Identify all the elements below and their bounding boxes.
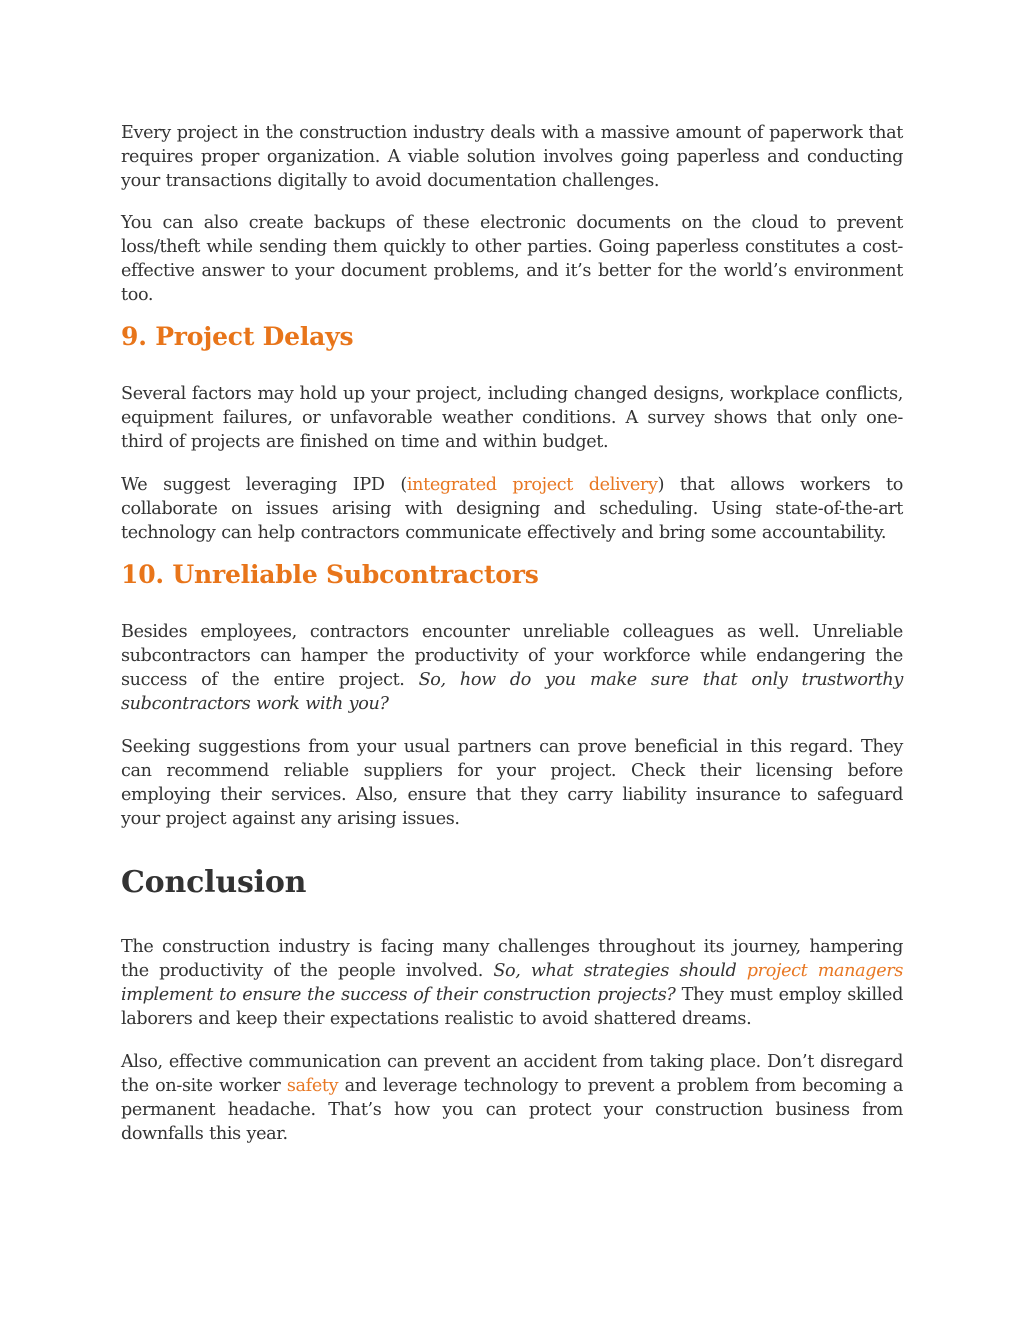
paragraph-conclusion-question-end: implement to ensure the success of their construction projects? — [121, 985, 676, 1005]
document-page — [121, 121, 903, 1146]
paragraph-delay-factors: Several factors may hold up your project, including changed designs, workplace conflicts, equipment failures, or unfavorable weather conditions. A survey shows that only one-third of projects are finished on time and within budget. — [121, 384, 903, 452]
paragraph-subcontractors — [121, 620, 903, 716]
project-managers-link[interactable] — [747, 961, 903, 981]
paragraph-subcontractors-text: Besides employees, contractors encounter unreliable colleagues as well. Unreliable subcontractors can hamper the productivity of your workforce while endangering the success of the entire project. — [121, 622, 903, 690]
paragraph-conclusion-communication — [121, 1050, 903, 1146]
heading-conclusion: Conclusion — [121, 865, 307, 900]
paragraph-conclusion-question-start: So, what strategies should — [493, 961, 747, 981]
project-managers-link-text: project managers — [746, 961, 904, 981]
paragraph-conclusion-challenges — [121, 935, 903, 1031]
paragraph-ipd — [121, 473, 903, 545]
paragraph-ipd-text-after: ) that allows workers to collaborate on issues arising with designing and scheduling. Using state-of-the-art technology can help contractors communicate effectively and bring some accountability. — [121, 475, 903, 543]
paragraph-suggestions: Seeking suggestions from your usual partners can prove beneficial in this regard. They can recommend reliable suppliers for your project. Check their licensing before employing their services. Also, ensure that they carry liability insurance to safeguard your project against any arising issues. — [121, 737, 903, 829]
paragraph-ipd-text-before: We suggest leveraging IPD ( — [121, 475, 407, 495]
safety-link[interactable]: safety — [286, 1076, 339, 1096]
paragraph-communication-text-before: Also, effective communication can prevent an accident from taking place. Don’t disregard the on-site worker — [121, 1052, 903, 1096]
paragraph-conclusion-text: The construction industry is facing many challenges throughout its journey, hampering the productivity of the people involved. — [121, 937, 903, 981]
paragraph-cloud-backups: You can also create backups of these electronic documents on the cloud to prevent loss/theft while sending them quickly to other parties. Going paperless constitutes a cost-effective answer to your document problems, and it’s better for the world’s environment too. — [121, 213, 903, 305]
paragraph-paperwork: Every project in the construction industry deals with a massive amount of paperwork that requires proper organization. A viable solution involves going paperless and conducting your transactions digitally to avoid documentation challenges. — [121, 123, 903, 191]
heading-unreliable-subcontractors: 10. Unreliable Subcontractors — [121, 560, 539, 589]
integrated-project-delivery-link[interactable]: integrated project delivery — [406, 475, 658, 495]
heading-project-delays: 9. Project Delays — [121, 322, 354, 351]
paragraph-subcontractors-question: So, how do you make sure that only trustworthy subcontractors work with you? — [121, 670, 903, 714]
paragraph-communication-text-after: and leverage technology to prevent a problem from becoming a permanent headache. That’s how you can protect your construction business from downfalls this year. — [121, 1076, 903, 1144]
paragraph-conclusion-text-after: They must employ skilled laborers and keep their expectations realistic to avoid shattered dreams. — [121, 985, 903, 1029]
